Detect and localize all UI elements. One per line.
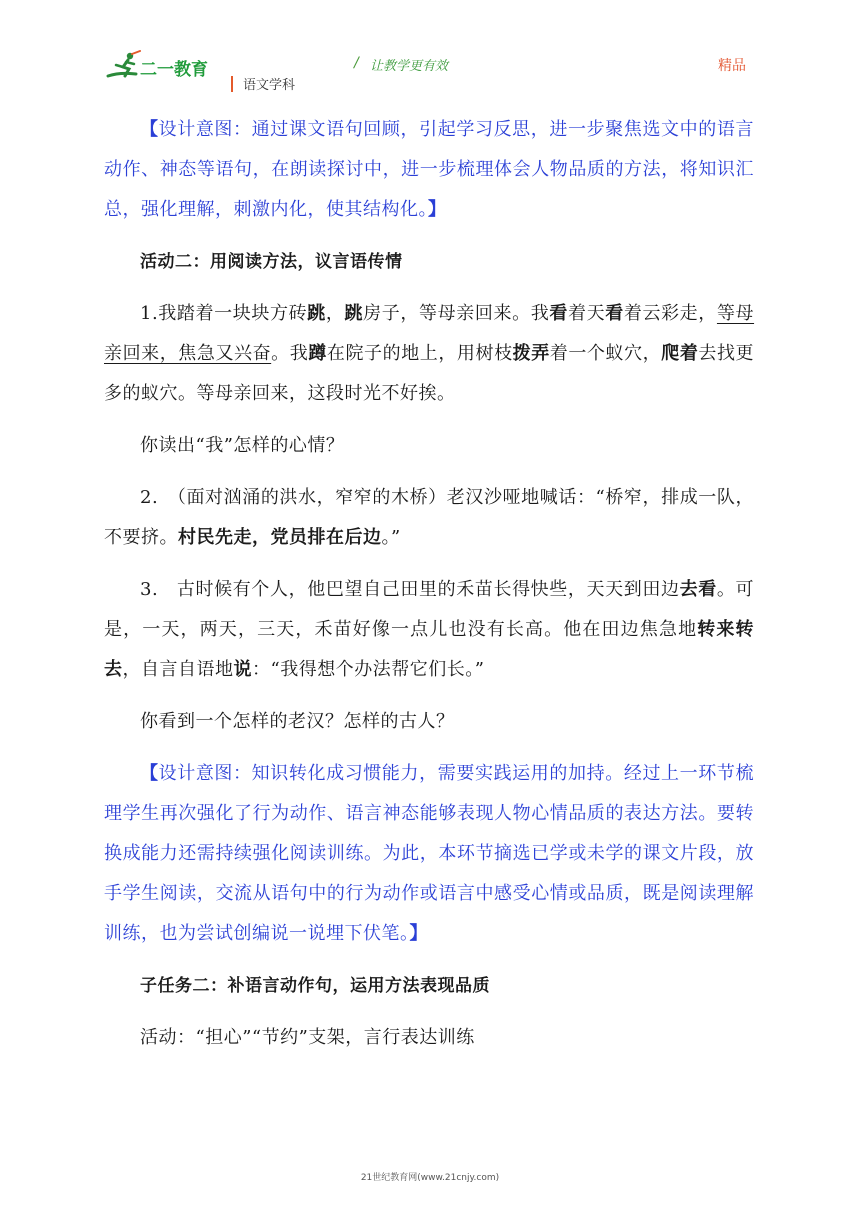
bold-run: 说 — [233, 659, 252, 680]
subject-divider — [231, 76, 233, 92]
runner-logo-icon — [106, 50, 144, 82]
underlined-run: 等母亲回来，焦急又兴奋 — [104, 303, 755, 364]
bold-run: 村民先走，党员排在后边 — [178, 527, 382, 548]
text-run: ，自言自语地 — [122, 659, 234, 680]
text-run: 在院子的地上，用树枝 — [326, 343, 513, 364]
design-intent-1 — [104, 110, 754, 230]
text-run: 。可是，一天，两天，三天，禾苗好像一点儿也没有长高。他在田边焦急地 — [104, 579, 755, 640]
slogan-slash: / — [354, 55, 359, 71]
reading-item-3 — [104, 570, 754, 690]
bold-run: 去看 — [679, 579, 717, 600]
design-intent-text: 设计意图：通过课文语句回顾，引起学习反思，进一步聚焦选文中的语言动作、神态等语句，在朗读探讨中，进一步梳理体会人物品质的方法，将知识汇总，强化理解，刺激内化，使其结构化。 — [104, 119, 754, 220]
text-run: 3. 古时候有个人，他巴望自己田里的禾苗长得快些，天天到田边 — [140, 579, 680, 600]
text-run: ：“我得想个办法帮它们长。” — [252, 659, 485, 680]
subject-label: 语文学科 — [243, 78, 296, 93]
design-intent-text: 设计意图：知识转化成习惯能力，需要实践运用的加持。经过上一环节梳理学生再次强化了行为动作、语言神态能够表现人物心情品质的表达方法。要转换成能力还需持续强化阅读训练。为此，本环节摘选已学或未学的课文片段，放手学生阅读，交流从语句中的行为动作或语言中感受心情或品质，既是阅读理解训练，也为尝试创编说一说埋下伏笔。 — [104, 763, 754, 944]
subtask-2-heading: 子任务二：补语言动作句，运用方法表现品质 — [140, 976, 490, 996]
text-run: 2. （面对汹涌的洪水，窄窄的木桥）老汉沙哑地喊话：“桥窄，排成一队，不要挤。 — [104, 487, 754, 548]
bracket-close: 】 — [428, 199, 447, 220]
reading-item-1 — [104, 294, 754, 414]
text-run: 。” — [381, 527, 401, 548]
question-1: 你读出“我”怎样的心情？ — [140, 435, 345, 456]
bold-run: 跳 — [307, 303, 326, 324]
bracket-open: 【 — [140, 763, 159, 784]
text-run: 着一个蚁穴， — [549, 343, 662, 364]
logo-text: 二一教育 — [140, 60, 208, 80]
bracket-close: 】 — [409, 923, 428, 944]
activity-2-heading: 活动二：用阅读方法，议言语传情 — [140, 252, 403, 272]
logo — [106, 50, 226, 82]
slogan: 让教学更有效 — [370, 59, 449, 74]
bold-run: 看 — [549, 303, 568, 324]
bold-run: 转来转去 — [104, 619, 755, 680]
bold-run: 爬着 — [661, 343, 699, 364]
text-run: 着天 — [567, 303, 606, 324]
design-intent-2 — [104, 754, 754, 954]
quality-badge: 精品 — [718, 58, 746, 74]
reading-item-2 — [104, 478, 754, 558]
page-header — [0, 0, 860, 100]
text-run: 。我 — [271, 343, 309, 364]
text-run: ， — [325, 303, 345, 324]
text-run: 着云彩走， — [623, 303, 717, 324]
bold-run: 蹲 — [308, 343, 327, 364]
bold-run: 拨弄 — [512, 343, 550, 364]
text-run: 1.我踏着一块块方砖 — [140, 303, 308, 324]
bold-run: 跳 — [344, 303, 364, 324]
question-2: 你看到一个怎样的老汉？怎样的古人？ — [140, 711, 455, 732]
activity-line: 活动：“担心”“节约”支架，言行表达训练 — [140, 1027, 475, 1048]
bold-run: 看 — [605, 303, 624, 324]
document-body — [104, 110, 754, 1058]
page-footer: 21世纪教育网(www.21cnjy.com) — [360, 1173, 500, 1183]
bracket-open: 【 — [140, 119, 159, 140]
text-run: 去找更多的蚁穴。等母亲回来，这段时光不好挨。 — [104, 343, 755, 404]
text-run: 房子，等母亲回来。我 — [363, 303, 550, 324]
